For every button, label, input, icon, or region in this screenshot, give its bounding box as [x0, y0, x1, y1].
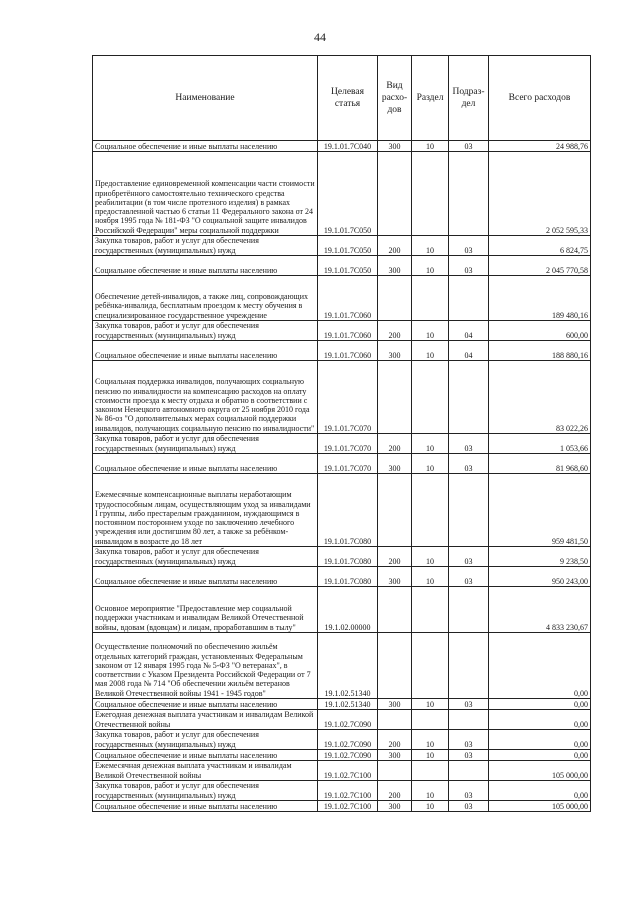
row-total: 959 481,50 [489, 474, 591, 547]
row-expense-type [378, 276, 412, 321]
row-section: 10 [412, 434, 449, 454]
row-name: Социальное обеспечение и иные выплаты населению [93, 750, 318, 761]
row-subsection: 03 [449, 801, 489, 812]
row-section [412, 361, 449, 434]
row-total: 105 000,00 [489, 761, 591, 781]
row-section: 10 [412, 699, 449, 710]
row-section [412, 587, 449, 633]
row-name: Социальное обеспечение и иные выплаты населению [93, 567, 318, 587]
row-target-article: 19.1.01.7С080 [318, 474, 378, 547]
row-total: 188 880,16 [489, 341, 591, 361]
row-target-article: 19.1.01.7С080 [318, 567, 378, 587]
row-section: 10 [412, 750, 449, 761]
row-name: Социальное обеспечение и иные выплаты населению [93, 699, 318, 710]
row-expense-type [378, 633, 412, 699]
row-target-article: 19.1.01.7С050 [318, 152, 378, 236]
table-row [93, 781, 591, 801]
row-subsection [449, 361, 489, 434]
row-target-article: 19.1.02.51340 [318, 633, 378, 699]
expenditure-table [92, 55, 591, 812]
row-target-article: 19.1.01.7С070 [318, 434, 378, 454]
row-section: 10 [412, 341, 449, 361]
table-row [93, 454, 591, 474]
row-total: 4 833 230,67 [489, 587, 591, 633]
row-target-article: 19.1.02.7С090 [318, 730, 378, 750]
row-section [412, 152, 449, 236]
row-expense-type: 300 [378, 141, 412, 152]
row-subsection: 03 [449, 750, 489, 761]
row-section: 10 [412, 567, 449, 587]
row-section: 10 [412, 141, 449, 152]
row-subsection: 03 [449, 236, 489, 256]
header-section: Раздел [412, 56, 449, 141]
row-expense-type: 300 [378, 699, 412, 710]
row-target-article: 19.1.02.7С100 [318, 781, 378, 801]
row-total: 81 968,60 [489, 454, 591, 474]
table-row [93, 152, 591, 236]
row-target-article: 19.1.01.7С060 [318, 276, 378, 321]
row-total: 0,00 [489, 633, 591, 699]
row-target-article: 19.1.02.7С090 [318, 750, 378, 761]
table-row [93, 801, 591, 812]
row-subsection: 03 [449, 781, 489, 801]
row-subsection: 03 [449, 567, 489, 587]
table-header-row [93, 56, 591, 141]
row-section [412, 710, 449, 730]
row-expense-type: 300 [378, 341, 412, 361]
row-name: Ежемесячные компенсационные выплаты неработающим трудоспособным лицам, осуществляющим уход за инвалидами I группы, либо престарелым гражданином, нуждающимся в постоянном постороннем уходе по заключению лечебного учреждения или достигшим 80 лет, а также за ребёнком-инвалидом в возрасте до 18 лет [93, 474, 318, 547]
row-expense-type [378, 361, 412, 434]
row-expense-type: 300 [378, 256, 412, 276]
row-expense-type [378, 587, 412, 633]
row-target-article: 19.1.01.7С060 [318, 321, 378, 341]
row-total: 83 022,26 [489, 361, 591, 434]
row-name: Предоставление единовременной компенсации части стоимости приобретённого самостоятельно технического средства реабилитации (в том числе протезного изделия) в рамках предоставленной частью 6 статьи 11 Федерального закона от 24 ноября 1995 года № 181-ФЗ "О социальной защите инвалидов Российской Федерации" меры социальной поддержки [93, 152, 318, 236]
row-target-article: 19.1.01.7С050 [318, 236, 378, 256]
row-total: 6 824,75 [489, 236, 591, 256]
row-section [412, 633, 449, 699]
row-name: Закупка товаров, работ и услуг для обеспечения государственных (муниципальных) нужд [93, 321, 318, 341]
row-subsection [449, 761, 489, 781]
header-name: Наименование [93, 56, 318, 141]
table-row [93, 474, 591, 547]
row-target-article: 19.1.02.7С100 [318, 761, 378, 781]
row-section: 10 [412, 454, 449, 474]
row-total: 0,00 [489, 699, 591, 710]
row-subsection [449, 152, 489, 236]
row-total: 105 000,00 [489, 801, 591, 812]
row-expense-type: 300 [378, 750, 412, 761]
table-row [93, 633, 591, 699]
table-row [93, 699, 591, 710]
row-name: Осуществление полномочий по обеспечению жильём отдельных категорий граждан, установленных Федеральным законом от 12 января 1995 года № 5-ФЗ "О ветеранах", в соответствии с Указом Президента Российской Федерации от 7 мая 2008 года № 714 "Об обеспечении жильём ветеранов Великой Отечественной войны 1941 - 1945 годов" [93, 633, 318, 699]
row-total: 600,00 [489, 321, 591, 341]
row-name: Закупка товаров, работ и услуг для обеспечения государственных (муниципальных) нужд [93, 236, 318, 256]
row-section: 10 [412, 781, 449, 801]
row-subsection: 03 [449, 434, 489, 454]
table-row [93, 256, 591, 276]
table-row [93, 547, 591, 567]
row-name: Социальная поддержка инвалидов, получающих социальную пенсию по инвалидности на компенсацию расходов на оплату стоимости проезда к месту отдыха и обратно в соответствии с законом Ненецкого автономного округа от 25 ноября 2010 года № 86-оз "О дополнительных мерах социальной поддержки инвалидов, получающих социальную пенсию по инвалидности" [93, 361, 318, 434]
row-name: Социальное обеспечение и иные выплаты населению [93, 256, 318, 276]
row-subsection: 04 [449, 321, 489, 341]
row-total: 0,00 [489, 750, 591, 761]
table-row [93, 341, 591, 361]
table-row [93, 750, 591, 761]
row-target-article: 19.1.02.7С090 [318, 710, 378, 730]
table-row [93, 730, 591, 750]
row-expense-type [378, 152, 412, 236]
row-section [412, 276, 449, 321]
header-total: Всего расходов [489, 56, 591, 141]
row-subsection: 03 [449, 141, 489, 152]
row-subsection: 03 [449, 730, 489, 750]
table-row [93, 141, 591, 152]
row-expense-type: 200 [378, 321, 412, 341]
row-target-article: 19.1.01.7С060 [318, 341, 378, 361]
page-number: 44 [314, 30, 326, 44]
row-name: Ежегодная денежная выплата участникам и инвалидам Великой Отечественной войны [93, 710, 318, 730]
row-expense-type: 200 [378, 434, 412, 454]
row-expense-type: 300 [378, 454, 412, 474]
row-target-article: 19.1.02.7С100 [318, 801, 378, 812]
row-total: 24 988,76 [489, 141, 591, 152]
row-section: 10 [412, 730, 449, 750]
table-row [93, 276, 591, 321]
row-name: Ежемесячная денежная выплата участникам и инвалидам Великой Отечественной войны [93, 761, 318, 781]
row-name: Социальное обеспечение и иные выплаты населению [93, 141, 318, 152]
row-subsection [449, 710, 489, 730]
row-name: Основное мероприятие "Предоставление мер социальной поддержки участникам и инвалидам Великой Отечественной войны, вдовам (вдовцам) и лицам, проработавшим в тылу" [93, 587, 318, 633]
row-expense-type: 200 [378, 781, 412, 801]
table-row [93, 567, 591, 587]
table-row [93, 761, 591, 781]
row-subsection: 03 [449, 547, 489, 567]
row-expense-type: 200 [378, 236, 412, 256]
row-name: Социальное обеспечение и иные выплаты населению [93, 801, 318, 812]
row-subsection: 04 [449, 341, 489, 361]
row-name: Закупка товаров, работ и услуг для обеспечения государственных (муниципальных) нужд [93, 547, 318, 567]
row-target-article: 19.1.01.7С070 [318, 454, 378, 474]
row-total: 1 053,66 [489, 434, 591, 454]
row-subsection [449, 276, 489, 321]
row-target-article: 19.1.02.51340 [318, 699, 378, 710]
row-section: 10 [412, 321, 449, 341]
row-expense-type: 200 [378, 547, 412, 567]
row-name: Социальное обеспечение и иные выплаты населению [93, 341, 318, 361]
row-expense-type [378, 761, 412, 781]
row-target-article: 19.1.01.7С050 [318, 256, 378, 276]
row-section [412, 474, 449, 547]
row-total: 2 052 595,33 [489, 152, 591, 236]
table-row [93, 710, 591, 730]
row-expense-type: 200 [378, 730, 412, 750]
row-section: 10 [412, 801, 449, 812]
row-total: 0,00 [489, 730, 591, 750]
header-subsection: Подраз-дел [449, 56, 489, 141]
row-target-article: 19.1.01.7С070 [318, 361, 378, 434]
row-expense-type [378, 474, 412, 547]
row-name: Обеспечение детей-инвалидов, а также лиц, сопровождающих ребёнка-инвалида, бесплатным проездом к месту обучения в специализированное государственное учреждение [93, 276, 318, 321]
table-row [93, 236, 591, 256]
row-total: 950 243,00 [489, 567, 591, 587]
row-total: 9 238,50 [489, 547, 591, 567]
row-subsection: 03 [449, 256, 489, 276]
row-target-article: 19.1.01.7С040 [318, 141, 378, 152]
row-section [412, 761, 449, 781]
row-subsection [449, 633, 489, 699]
row-target-article: 19.1.01.7С080 [318, 547, 378, 567]
header-target-article: Целевая статья [318, 56, 378, 141]
row-name: Закупка товаров, работ и услуг для обеспечения государственных (муниципальных) нужд [93, 781, 318, 801]
row-name: Закупка товаров, работ и услуг для обеспечения государственных (муниципальных) нужд [93, 434, 318, 454]
row-total: 2 045 770,58 [489, 256, 591, 276]
header-expense-type: Вид расхо-дов [378, 56, 412, 141]
row-subsection: 03 [449, 699, 489, 710]
row-name: Закупка товаров, работ и услуг для обеспечения государственных (муниципальных) нужд [93, 730, 318, 750]
table-row [93, 361, 591, 434]
table-row [93, 321, 591, 341]
row-subsection [449, 474, 489, 547]
row-total: 189 480,16 [489, 276, 591, 321]
row-expense-type: 300 [378, 801, 412, 812]
row-total: 0,00 [489, 710, 591, 730]
row-expense-type [378, 710, 412, 730]
row-subsection [449, 587, 489, 633]
table-row [93, 434, 591, 454]
row-expense-type: 300 [378, 567, 412, 587]
table-row [93, 587, 591, 633]
row-total: 0,00 [489, 781, 591, 801]
row-name: Социальное обеспечение и иные выплаты населению [93, 454, 318, 474]
row-target-article: 19.1.02.00000 [318, 587, 378, 633]
row-section: 10 [412, 547, 449, 567]
row-subsection: 03 [449, 454, 489, 474]
row-section: 10 [412, 256, 449, 276]
row-section: 10 [412, 236, 449, 256]
